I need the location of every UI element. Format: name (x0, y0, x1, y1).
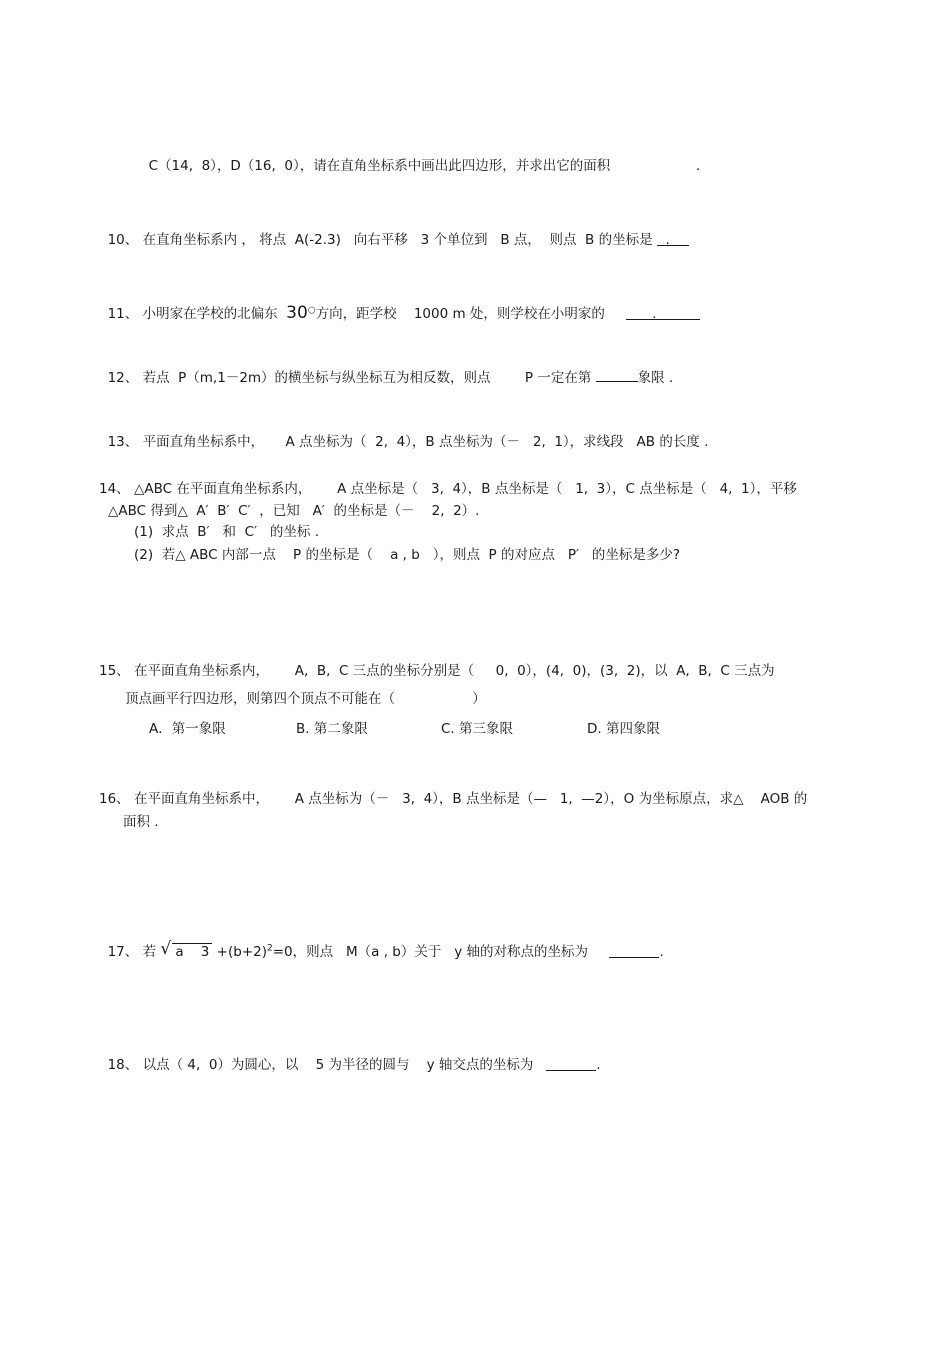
question-10-text: 10、 在直角坐标系内 ， 将点 A(-2.3) 向右平移 3 个单位到 B 点， 则点 B 的坐标是 (107, 232, 657, 248)
question-9-continuation (140, 139, 701, 175)
question-18-end: . (596, 1057, 601, 1073)
question-18-text: 18、 以点（ 4, 0）为圆心，以 5 为半径的圆与 y 轴交点的坐标为 (107, 1057, 547, 1073)
question-12 (99, 349, 673, 387)
question-13 (99, 415, 708, 451)
answer-blank[interactable] (546, 1056, 596, 1071)
question-15-line-1: 15、 在平面直角坐标系内， A, B, C 三点的坐标分别是（ 0, 0），(4, 0)，(3, 2)，以 A, B, C 三点为 (99, 663, 775, 679)
answer-blank[interactable]: . (626, 305, 700, 320)
question-14-line-1: 14、 △ABC 在平面直角坐标系内， A 点坐标是（ 3, 4），B 点坐标是（ 1, 3），C 点坐标是（ 4, 1），平移 (99, 481, 797, 497)
question-18 (99, 1038, 601, 1074)
angle-value: 30 (286, 303, 308, 323)
question-10 (99, 213, 689, 249)
question-15-option-c[interactable]: C. 第三象限 (441, 721, 514, 737)
square-root (160, 939, 212, 961)
answer-blank[interactable]: . (657, 231, 689, 246)
question-12-text: 12、 若点 P（m,1－2m）的横坐标与纵坐标互为相反数，则点 P 一定在第 (107, 370, 596, 386)
exponent: 2 (267, 943, 273, 954)
question-17-mid: +(b+2) (212, 944, 267, 960)
answer-blank[interactable] (596, 367, 638, 382)
question-9-text: C（14, 8），D（16, 0），请在直角坐标系中画出此四边形，并求出它的面积 (148, 158, 611, 174)
question-14-sub-2: (2) 若△ ABC 内部一点 P 的坐标是（ a , b ），则点 P 的对应点 P′ 的坐标是多少? (134, 547, 681, 563)
question-11-pre: 11、 小明家在学校的北偏东 (107, 306, 287, 322)
question-14-sub-1: (1) 求点 B′ 和 C′ 的坐标 . (134, 524, 320, 540)
radicand: a 3 (172, 943, 212, 960)
question-16-line-2: 面积 . (123, 814, 159, 830)
question-15-option-b[interactable]: B. 第二象限 (296, 721, 368, 737)
question-17-pre: 17、 若 (107, 944, 161, 960)
degree-symbol: ○ (307, 305, 316, 316)
question-11-post: 方向，距学校 1000 m 处，则学校在小明家的 (315, 306, 627, 322)
question-13-text: 13、 平面直角坐标系中， A 点坐标为（ 2, 4），B 点坐标为（－ 2, 1），求线段 AB 的长度 . (107, 434, 709, 450)
question-15-line-2: 顶点画平行四边形，则第四个顶点不可能在（ ） (125, 691, 486, 707)
question-17-post: =0，则点 M（a , b）关于 y 轴的对称点的坐标为 (272, 944, 610, 960)
question-17-end: . (659, 944, 664, 960)
question-11 (99, 286, 700, 323)
question-15-option-d[interactable]: D. 第四象限 (587, 721, 660, 737)
answer-blank[interactable] (609, 943, 659, 958)
question-14-line-2: △ABC 得到△ A′ B′ C′ ，已知 A′ 的坐标是（－ 2, 2）. (108, 503, 480, 519)
question-15-option-a[interactable]: A．第一象限 (149, 721, 226, 737)
radical-sign-icon: √ (160, 939, 172, 959)
question-9-end: . (696, 158, 701, 174)
question-16-line-1: 16、 在平面直角坐标系中， A 点坐标为（－ 3, 4），B 点坐标是（— 1, —2），O 为坐标原点，求△ AOB 的 (99, 791, 808, 807)
question-17 (99, 925, 664, 961)
question-12-post: 象限 . (637, 370, 674, 386)
